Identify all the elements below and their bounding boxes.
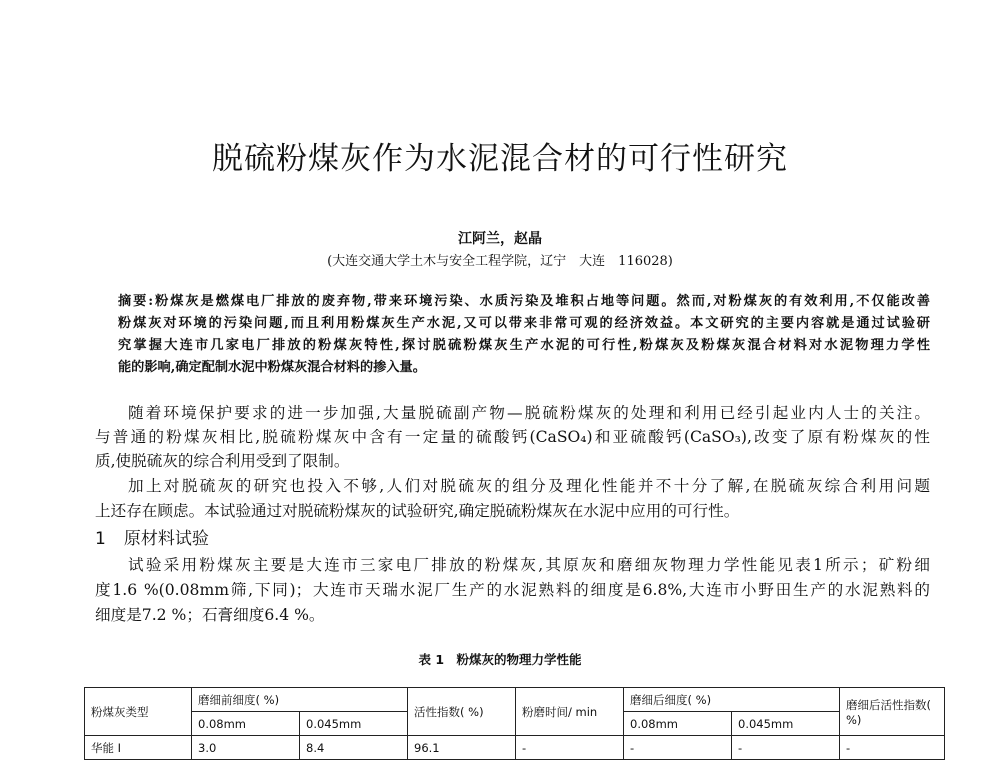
cell: 8.4: [300, 736, 408, 760]
body-line: 与普通的粉煤灰相比,脱硫粉煤灰中含有一定量的硫酸钙(CaSO₄)和亚硫酸钙(CaSO₃),改变了原有粉煤灰的性: [95, 428, 930, 446]
body-line: 质,使脱硫灰的综合利用受到了限制。: [95, 452, 350, 470]
cell: -: [624, 736, 732, 760]
table-caption: 表 1 粉煤灰的物理力学性能: [418, 652, 582, 667]
body-line: 度1.6 %(0.08mm筛,下同)；大连市天瑞水泥厂生产的水泥熟料的细度是6.8%,大连市小野田生产的水泥熟料的: [95, 581, 930, 599]
header-after-activity: 磨细后活性指数( %): [840, 688, 945, 736]
affiliation: (大连交通大学土木与安全工程学院，辽宁 大连 116028): [327, 254, 673, 269]
body-line: 随着环境保护要求的进一步加强,大量脱硫副产物—脱硫粉煤灰的处理和利用已经引起业内人士的关注。: [128, 404, 930, 422]
header-after: 磨细后细度( %): [624, 688, 840, 712]
subheader-0.045: 0.045mm: [300, 712, 408, 736]
section-title: 原材料试验: [123, 529, 209, 549]
header-before: 磨细前细度( %): [192, 688, 408, 712]
section-heading: [95, 524, 227, 549]
cell: 华能 I: [85, 736, 192, 760]
subheader-0.08: 0.08mm: [624, 712, 732, 736]
subheader-0.08: 0.08mm: [192, 712, 300, 736]
section-number: 1: [95, 529, 106, 549]
paper-title: 脱硫粉煤灰作为水泥混合材的可行性研究: [212, 141, 788, 177]
abstract-line: 究掌握大连市几家电厂排放的粉煤灰特性,探讨脱硫粉煤灰生产水泥的可行性,粉煤灰及粉煤灰混合材料对水泥物理力学性: [118, 338, 930, 353]
body-line: 上还存在顾虑。本试验通过对脱硫粉煤灰的试验研究,确定脱硫粉煤灰在水泥中应用的可行性。: [95, 502, 740, 520]
body-line: 细度是7.2 %；石膏细度6.4 %。: [95, 606, 325, 624]
fly-ash-properties-table: [84, 687, 945, 760]
abstract-line: 粉煤灰对环境的污染问题,而且利用粉煤灰生产水泥,又可以带来非常可观的经济效益。本文研究的主要内容就是通过试验研: [118, 316, 930, 331]
header-activity: 活性指数( %): [408, 688, 516, 736]
abstract-line: 摘要:粉煤灰是燃煤电厂排放的废弃物,带来环境污染、水质污染及堆积占地等问题。然而,对粉煤灰的有效利用,不仅能改善: [118, 294, 930, 309]
header-type: 粉煤灰类型: [85, 688, 192, 736]
header-grind-time: 粉磨时间/ min: [516, 688, 624, 736]
cell: 3.0: [192, 736, 300, 760]
cell: -: [840, 736, 945, 760]
body-line: 试验采用粉煤灰主要是大连市三家电厂排放的粉煤灰,其原灰和磨细灰物理力学性能见表1所示；矿粉细: [128, 556, 930, 574]
authors: 江阿兰，赵晶: [458, 231, 542, 247]
cell: -: [732, 736, 840, 760]
cell: 96.1: [408, 736, 516, 760]
subheader-0.045: 0.045mm: [732, 712, 840, 736]
cell: -: [516, 736, 624, 760]
body-line: 加上对脱硫灰的研究也投入不够,人们对脱硫灰的组分及理化性能并不十分了解,在脱硫灰综合利用问题: [128, 477, 930, 495]
table-row: [85, 736, 945, 760]
abstract-line: 能的影响,确定配制水泥中粉煤灰混合材料的掺入量。: [118, 360, 426, 375]
